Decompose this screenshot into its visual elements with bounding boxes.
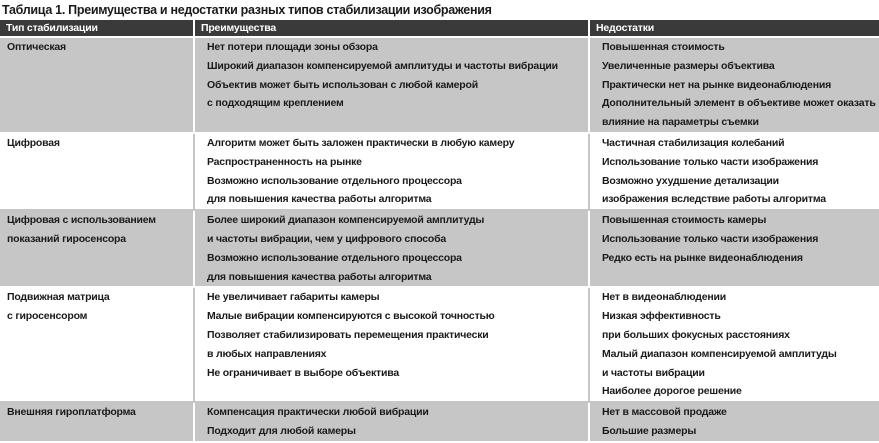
advantage-line: для повышения качества работы алгоритма — [207, 270, 432, 283]
disadvantage-line: Дополнительный элемент в объективе может оказать — [602, 97, 876, 110]
advantage-line: для повышения качества работы алгоритма — [207, 193, 432, 206]
disadvantage-line: влияние на параметры съемки — [602, 116, 759, 129]
disadvantage-line: Повышенная стоимость камеры — [602, 214, 767, 227]
advantage-line: Возможно использование отдельного процессора — [207, 174, 462, 187]
column-header-advantages: Преимущества — [194, 20, 589, 37]
disadvantage-line: Низкая эффективность — [602, 310, 721, 323]
disadvantage-line: Возможно ухудшение детализации — [602, 174, 779, 187]
type-line: с гиросенсором — [7, 310, 88, 323]
advantage-line: Малые вибрации компенсируются с высокой точностью — [207, 310, 495, 323]
type-line — [0, 422, 193, 441]
type-line: Подвижная матрица — [7, 291, 110, 304]
type-line: Оптическая — [7, 41, 66, 53]
type-cell — [0, 210, 194, 287]
disadvantage-line: Нет в массовой продаже — [602, 406, 727, 419]
table-body — [0, 37, 879, 442]
advantages-cell — [194, 133, 589, 210]
type-line — [0, 345, 193, 364]
type-line — [0, 94, 193, 113]
disadvantage-line: при больших фокусных расстояниях — [602, 328, 790, 341]
type-line — [0, 190, 193, 209]
disadvantages-cell — [589, 37, 879, 133]
disadvantages-cell — [589, 133, 879, 210]
type-line — [0, 382, 193, 401]
disadvantage-line — [590, 268, 879, 287]
type-cell — [0, 37, 194, 133]
disadvantage-line: Редко есть на рынке видеонаблюдения — [602, 251, 803, 264]
disadvantage-line: изображения вследствие работы алгоритма — [602, 193, 826, 206]
advantage-line: Не ограничивает в выборе объектива — [207, 366, 399, 379]
type-line: Цифровая — [7, 136, 60, 149]
advantages-cell — [194, 402, 589, 442]
type-line — [0, 113, 193, 132]
type-line — [0, 364, 193, 383]
type-line: Цифровая с использованием — [7, 214, 156, 227]
type-cell — [0, 287, 194, 402]
column-header-type: Тип стабилизации — [0, 20, 194, 37]
type-line — [0, 76, 193, 95]
disadvantage-line: Малый диапазон компенсируемой амплитуды — [602, 347, 837, 360]
type-cell — [0, 133, 194, 210]
advantage-line: и частоты вибрации, чем у цифрового способа — [207, 232, 447, 245]
table-row — [0, 37, 879, 133]
advantages-cell — [194, 37, 589, 133]
advantage-line: Компенсация практически любой вибрации — [207, 406, 429, 419]
column-header-disadvantages: Недостатки — [589, 20, 879, 37]
advantage-line — [195, 382, 588, 401]
advantage-line — [195, 113, 588, 132]
table-row — [0, 133, 879, 210]
advantage-line: в любых направлениях — [207, 347, 327, 360]
type-cell — [0, 402, 194, 442]
type-line — [0, 172, 193, 191]
type-line — [0, 268, 193, 287]
disadvantages-cell — [589, 287, 879, 402]
disadvantage-line: Использование только части изображения — [602, 232, 819, 245]
advantage-line: Нет потери площади зоны обзора — [207, 41, 378, 53]
advantage-line: Не увеличивает габариты камеры — [207, 291, 380, 304]
disadvantage-line: Наиболее дорогое решение — [602, 385, 742, 398]
type-line — [0, 326, 193, 345]
type-line — [0, 57, 193, 76]
disadvantage-line: и частоты вибрации — [602, 366, 705, 379]
advantage-line: Возможно использование отдельного процессора — [207, 251, 462, 264]
advantage-line: Распространенность на рынке — [207, 155, 362, 168]
disadvantage-line: Большие размеры — [602, 424, 697, 437]
advantages-cell — [194, 210, 589, 287]
disadvantage-line: Частичная стабилизация колебаний — [602, 136, 785, 149]
advantage-line: с подходящим креплением — [207, 97, 344, 110]
type-line — [0, 249, 193, 268]
disadvantage-line: Практически нет на рынке видеонаблюдения — [602, 78, 832, 91]
type-line — [0, 153, 193, 172]
disadvantage-line: Повышенная стоимость — [602, 41, 725, 53]
disadvantages-cell — [589, 402, 879, 442]
advantage-line: Алгоритм может быть заложен практически в любую камеру — [207, 136, 515, 149]
disadvantage-line: Нет в видеонаблюдении — [602, 291, 727, 304]
advantage-line: Широкий диапазон компенсируемой амплитуды и частоты вибрации — [207, 59, 558, 72]
table-caption: Таблица 1. Преимущества и недостатки разных типов стабилизации изображения — [2, 3, 492, 17]
disadvantages-cell — [589, 210, 879, 287]
disadvantage-line: Использование только части изображения — [602, 155, 819, 168]
advantage-line: Подходит для любой камеры — [207, 424, 356, 437]
table-row — [0, 402, 879, 442]
table-row — [0, 287, 879, 402]
disadvantage-line: Увеличенные размеры объектива — [602, 59, 775, 72]
advantage-line: Более широкий диапазон компенсируемой амплитуды — [207, 214, 485, 227]
table-row — [0, 210, 879, 287]
stabilization-table — [0, 20, 879, 443]
type-line: показаний гиросенсора — [7, 232, 126, 245]
advantage-line: Объектив может быть использован с любой камерой — [207, 78, 478, 91]
table-header-row — [0, 20, 879, 37]
advantage-line: Позволяет стабилизировать перемещения практически — [207, 328, 489, 341]
type-line: Внешняя гироплатформа — [7, 406, 136, 419]
advantages-cell — [194, 287, 589, 402]
